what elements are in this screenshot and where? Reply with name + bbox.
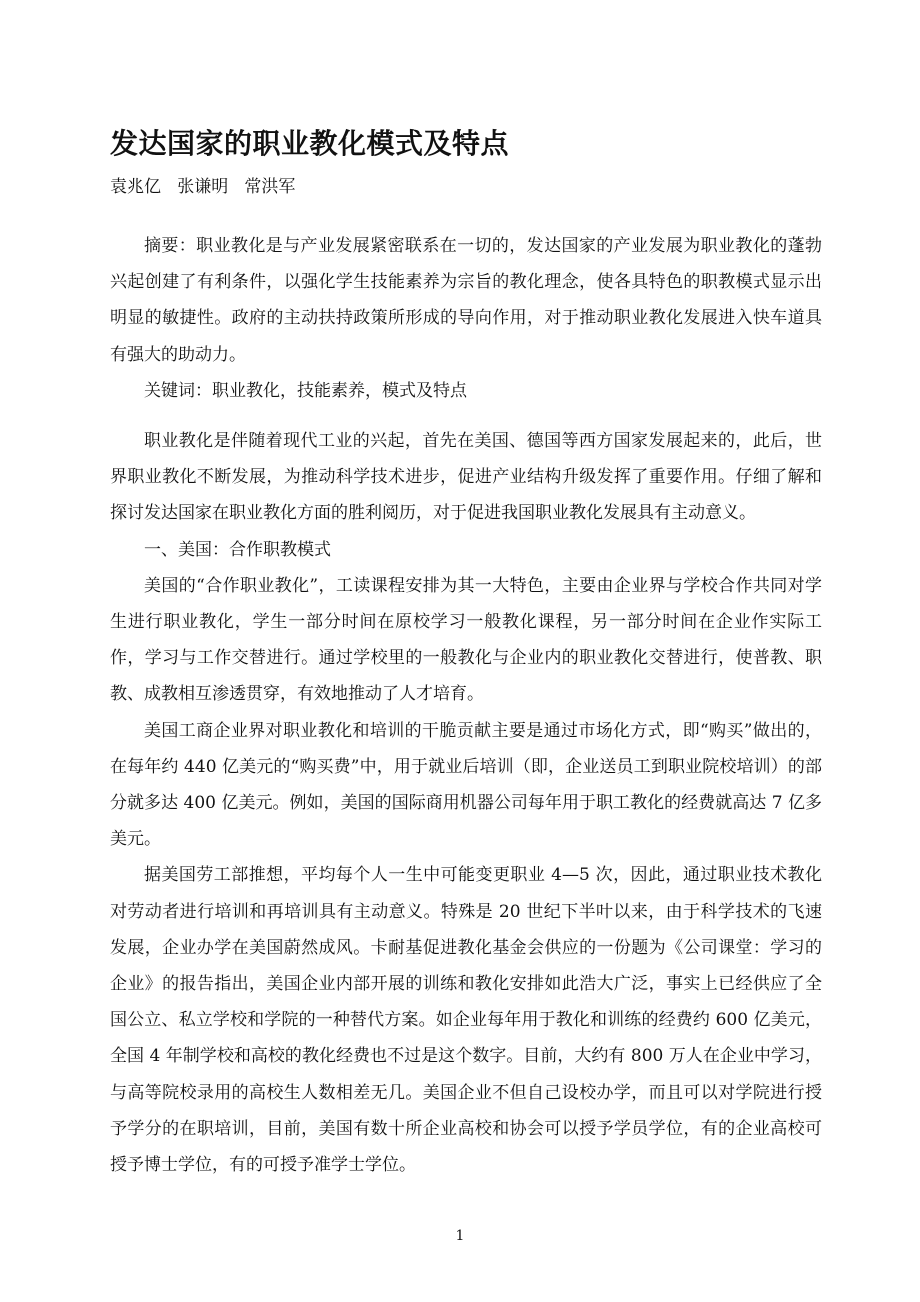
authors-line: 袁兆亿 张谦明 常洪军: [110, 177, 296, 197]
intro-paragraph: 职业教化是伴随着现代工业的兴起，首先在美国、德国等西方国家发展起来的，此后，世界职业教化不断发展，为推动科学技术进步，促进产业结构升级发挥了重要作用。仔细了解和探讨发达国家在职业教化方面的胜利阅历，对于促进我国职业教化发展具有主动意义。: [110, 431, 822, 524]
body-paragraph: 美国工商企业界对职业教化和培训的干脆贡献主要是通过市场化方式，即“购买”做出的，在每年约 440 亿美元的“购买费”中，用于就业后培训（即，企业送员工到职业院校培训）的部分就多达 400 亿美元。例如，美国的国际商用机器公司每年用于职工教化的经费就高达 7 亿多美元。: [110, 720, 822, 850]
abstract-paragraph: 摘要：职业教化是与产业发展紧密联系在一切的，发达国家的产业发展为职业教化的蓬勃兴起创建了有利条件，以强化学生技能素养为宗旨的教化理念，使各具特色的职教模式显示出明显的敏捷性。政府的主动扶持政策所形成的导向作用，对于推动职业教化发展进入快车道具有强大的助动力。: [110, 236, 822, 365]
keywords-line: 关键词：职业教化，技能素养，模式及特点: [144, 380, 467, 401]
section-heading: 一、美国：合作职教模式: [144, 539, 331, 560]
body-paragraph: 据美国劳工部推想，平均每个人一生中可能变更职业 4—5 次，因此，通过职业技术教化对劳动者进行培训和再培训具有主动意义。特殊是 20 世纪下半叶以来，由于科学技术的飞速发展，企业办学在美国蔚然成风。卡耐基促进教化基金会供应的一份题为《公司课堂：学习的企业》的报告指出，美国企业内部开展的训练和教化安排如此浩大广泛，事实上已经供应了全国公立、私立学校和学院的一种替代方案。如企业每年用于教化和训练的经费约 600 亿美元，全国 4 年制学校和高校的教化经费也不过是这个数字。目前，大约有 800 万人在企业中学习，与高等院校录用的高校生人数相差无几。美国企业不但自己设校办学，而且可以对学院进行授予学分的在职培训，目前，美国有数十所企业高校和协会可以授予学员学位，有的企业高校可授予博士学位，有的可授予准学士学位。: [110, 865, 822, 1176]
document-body: [110, 228, 822, 1183]
page-title: 发达国家的职业教化模式及特点: [110, 127, 510, 160]
body-paragraph: 美国的“合作职业教化”，工读课程安排为其一大特色，主要由企业界与学校合作共同对学生进行职业教化，学生一部分时间在原校学习一般教化课程，另一部分时间在企业作实际工作，学习与工作交替进行。通过学校里的一般教化与企业内的职业教化交替进行，使普教、职教、成教相互渗透贯穿，有效地推动了人才培育。: [110, 575, 822, 705]
page-number: 1: [455, 1228, 465, 1244]
